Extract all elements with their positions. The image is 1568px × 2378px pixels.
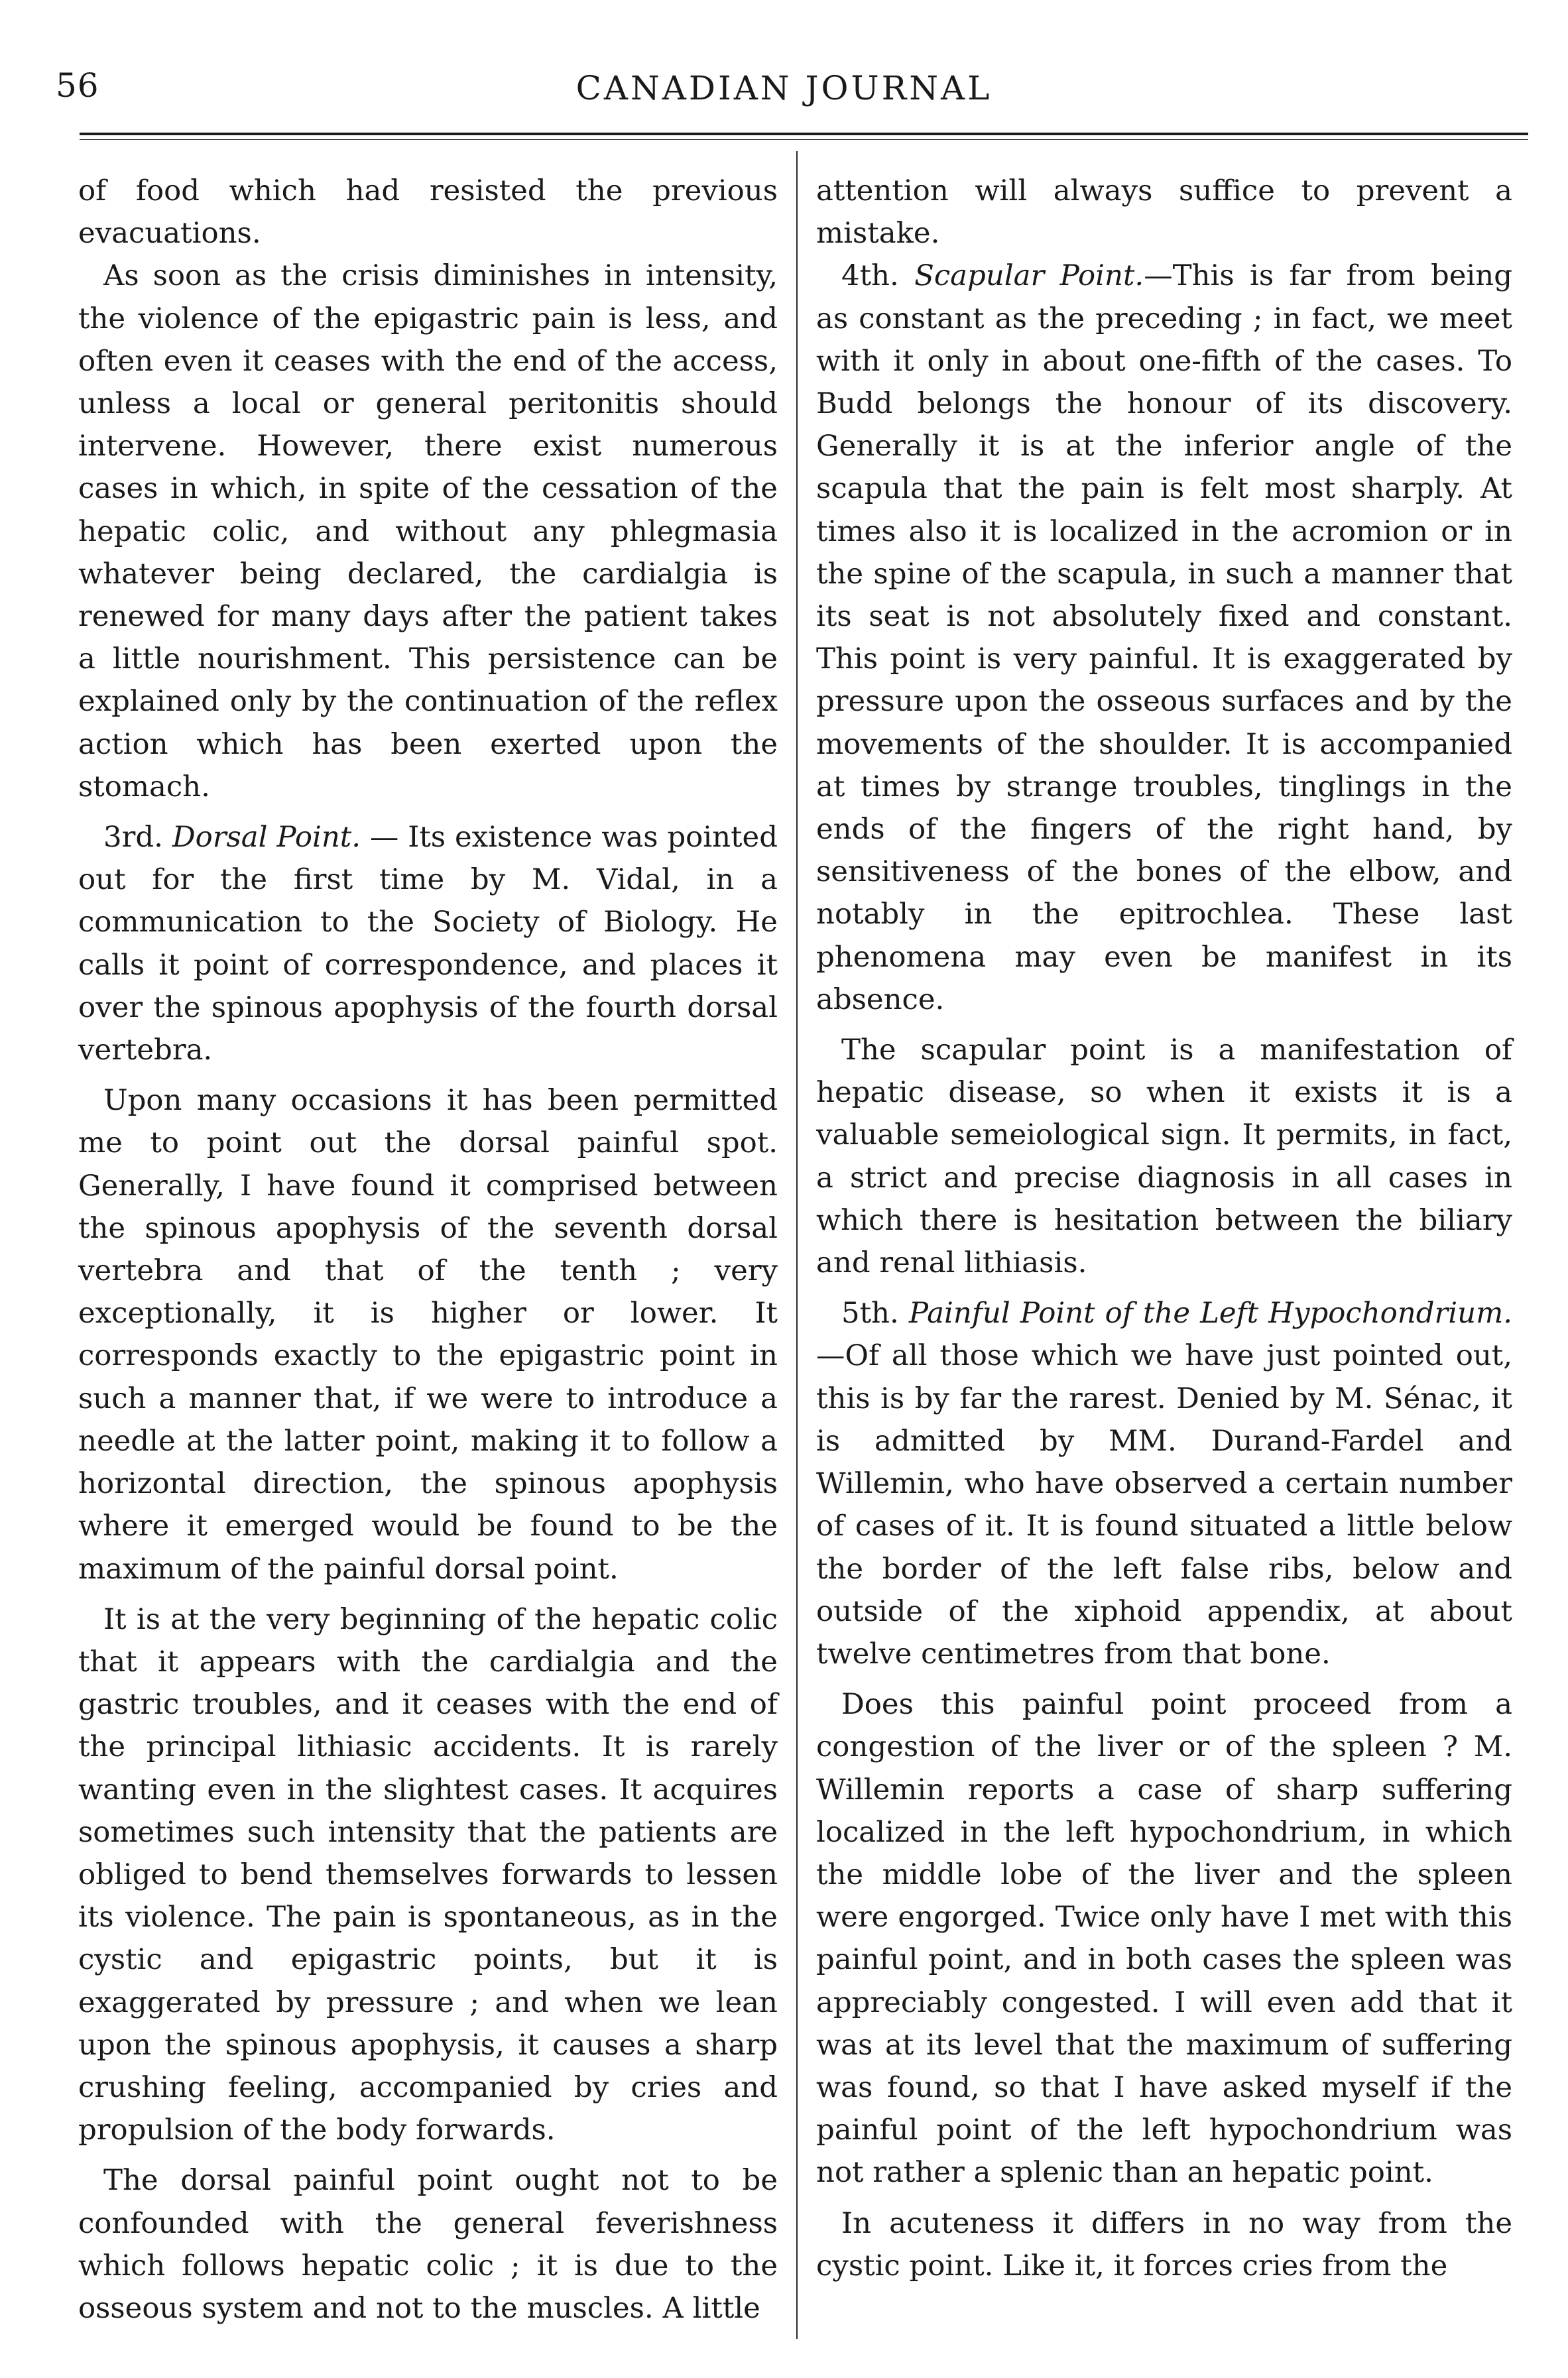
running-head-title: CANADIAN JOURNAL — [575, 69, 993, 107]
text-run: It is at the very beginning of the hepatic colic that it appears with the cardialgia and the gastric troubles, and it ceases with the end of the principal lithiasic accidents. It is rarely wanting even in the slightest cases. It acquires sometimes such intensity that the patients are obliged to bend themselves forwards to lessen its violence. The pain is spontaneous, as in the cystic and epigastric points, but it is exaggerated by pressure ; and when we lean upon the spinous apophysis, it causes a sharp crushing feeling, accompanied by cries and propulsion of the body forwards. — [78, 1602, 778, 2147]
text-run: The scapular point is a manifestation of hepatic disease, so when it exists it is a valuable semeiological sign. It permits, in fact, a strict and precise diagnosis in all cases in which there is hesitation between the biliary and renal lithiasis. — [816, 1034, 1512, 1280]
page-number: 56 — [56, 66, 99, 105]
paragraph — [78, 1079, 778, 1590]
paragraph — [816, 170, 1512, 255]
paragraph — [78, 2159, 778, 2330]
text-run: The dorsal painful point ought not to be confounded with the general feverishness which follows hepatic colic ; it is due to the osseous system and not to the muscles. A little — [78, 2164, 778, 2325]
paragraph — [78, 816, 778, 1071]
column-divider — [796, 151, 798, 2339]
header-rule-thin — [80, 139, 1528, 140]
italic-heading: Scapular Point. — [914, 259, 1144, 293]
paragraph — [78, 170, 778, 255]
text-run: —This is far from being as constant as the preceding ; in fact, we meet with it only in about one-fifth of the cases. To Budd belongs the honour of its discovery. Generally it is at the inferior angle of the scapula that the pain is felt most sharply. At times also it is localized in the acromion or in the spine of the scapula, in such a manner that its seat is not absolutely fixed and constant. This point is very painful. It is exaggerated by pressure upon the osseous surfaces and by the movements of the shoulder. It is accompanied at times by strange troubles, tinglings in the ends of the fingers of the right hand, by sensitiveness of the bones of the elbow, and notably in the epitrochlea. These last phenomena may even be manifest in its absence. — [816, 259, 1512, 1016]
right-text-column — [816, 170, 1512, 2287]
text-run: 4th. — [841, 259, 915, 293]
paragraph — [816, 1683, 1512, 2194]
paragraph — [816, 255, 1512, 1021]
paragraph — [816, 1029, 1512, 1284]
text-run: attention will always suffice to prevent a mistake. — [816, 174, 1512, 251]
text-run: Does this painful point proceed from a congestion of the liver or of the spleen ? M. Willemin reports a case of sharp suffering localized in the left hypochondrium, in which the middle lobe of the liver and the spleen were engorged. Twice only have I met with this painful point, and in both cases the spleen was appreciably congested. I will even add that it was at its level that the maximum of suffering was found, so that I have asked myself if the painful point of the left hypochondrium was not rather a splenic than an hepatic point. — [816, 1688, 1512, 2190]
italic-heading: Painful Point of the Left Hypochondrium. — [908, 1297, 1513, 1331]
text-run: 3rd. — [103, 821, 172, 855]
paragraph — [78, 1598, 778, 2152]
paragraph — [816, 2202, 1512, 2287]
header-rule — [80, 133, 1528, 135]
text-run: — Its existence was pointed out for the first time by M. Vidal, in a communication to the Society of Biology. He calls it point of correspondence, and places it over the spinous apophysis of the fourth dorsal vertebra. — [78, 821, 778, 1067]
italic-heading: Dorsal Point. — [172, 821, 361, 855]
left-text-column — [78, 170, 778, 2330]
text-run: 5th. — [841, 1297, 909, 1331]
text-run: Upon many occasions it has been permitted me to point out the dorsal painful spot. Generally, I have found it comprised between the spinous apophysis of the seventh dorsal vertebra and that of the tenth ; very exceptionally, it is higher or lower. It corresponds exactly to the epigastric point in such a manner that, if we were to introduce a needle at the latter point, making it to follow a horizontal direction, the spinous apophysis where it emerged would be found to be the maximum of the painful dorsal point. — [78, 1084, 778, 1586]
text-run: of food which had resisted the previous evacuations. — [78, 174, 778, 251]
paragraph — [78, 255, 778, 808]
paragraph — [816, 1292, 1512, 1675]
text-run: —Of all those which we have just pointed out, this is by far the rarest. Denied by M. Sénac, it is admitted by MM. Durand-Fardel and Willemin, who have observed a certain number of cases of it. It is found situated a little below the border of the left false ribs, below and outside of the xiphoid appendix, at about twelve centimetres from that bone. — [816, 1339, 1512, 1671]
text-run: As soon as the crisis diminishes in intensity, the violence of the epigastric pain is less, and often even it ceases with the end of the access, unless a local or general peritonitis should intervene. However, there exist numerous cases in which, in spite of the cessation of the hepatic colic, and without any phlegmasia whatever being declared, the cardialgia is renewed for many days after the patient takes a little nourishment. This persistence can be explained only by the continuation of the reflex action which has been exerted upon the stomach. — [78, 259, 778, 803]
text-run: In acuteness it differs in no way from the cystic point. Like it, it forces cries from the — [816, 2206, 1512, 2283]
